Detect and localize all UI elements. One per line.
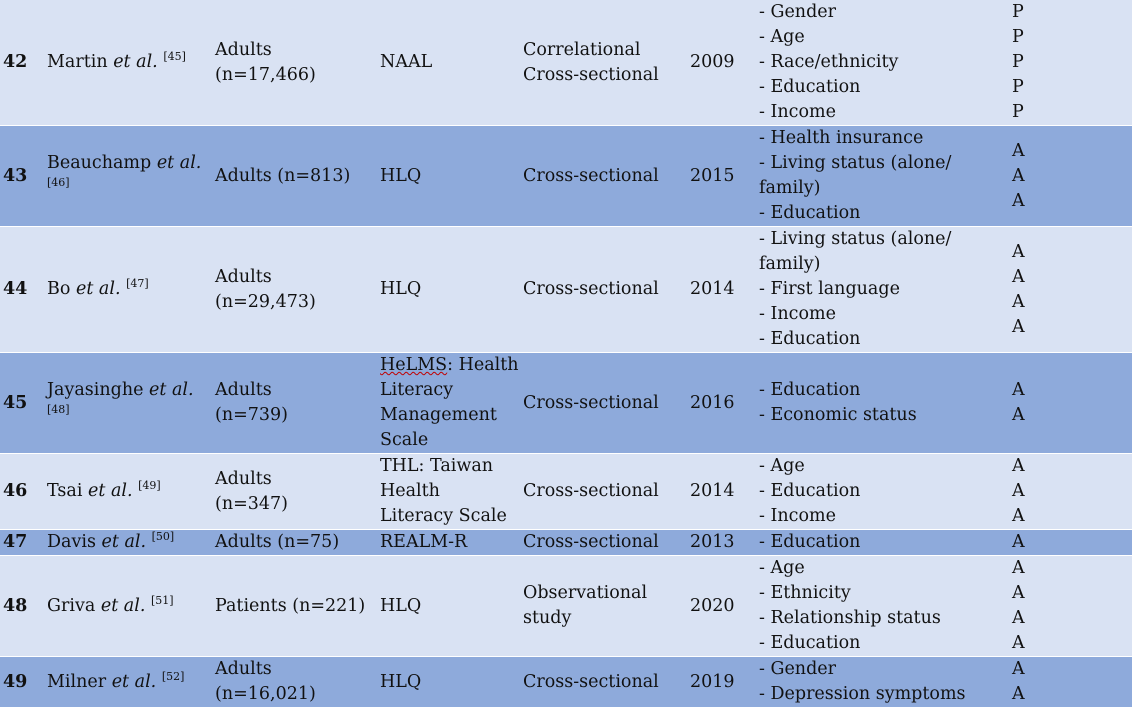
study-instrument: HLQ — [375, 227, 518, 353]
study-design: Correlational Cross-sectional — [518, 0, 685, 126]
study-year: 2014 — [685, 227, 754, 353]
study-factors: - Age - Education - Income — [754, 454, 1007, 530]
study-author: Jayasinghe et al. [48] — [42, 353, 210, 454]
study-design: Observational study — [518, 556, 685, 657]
study-author: Milner et al. [52] — [42, 657, 210, 708]
study-number: 43 — [0, 126, 42, 227]
study-factors: - Age - Ethnicity - Relationship status - Education — [754, 556, 1007, 657]
study-year: 2016 — [685, 353, 754, 454]
study-author: Martin et al. [45] — [42, 0, 210, 126]
study-author: Bo et al. [47] — [42, 227, 210, 353]
study-flags: A A A A — [1007, 556, 1132, 657]
study-instrument: HLQ — [375, 556, 518, 657]
study-flags: A A A — [1007, 126, 1132, 227]
study-year: 2013 — [685, 530, 754, 556]
table-row — [0, 556, 1132, 657]
study-number: 46 — [0, 454, 42, 530]
study-population: Adults (n=17,466) — [210, 0, 375, 126]
study-population: Adults (n=813) — [210, 126, 375, 227]
study-instrument: REALM-R — [375, 530, 518, 556]
study-design: Cross-sectional — [518, 530, 685, 556]
study-year: 2020 — [685, 556, 754, 657]
study-flags: A A A — [1007, 454, 1132, 530]
table-row — [0, 227, 1132, 353]
study-year: 2009 — [685, 0, 754, 126]
study-design: Cross-sectional — [518, 227, 685, 353]
study-number: 45 — [0, 353, 42, 454]
study-number: 48 — [0, 556, 42, 657]
study-factors: - Living status (alone/ family) - First language - Income - Education — [754, 227, 1007, 353]
study-design: Cross-sectional — [518, 353, 685, 454]
study-instrument: HeLMS: Health Literacy Management Scale — [375, 353, 518, 454]
study-population: Adults (n=739) — [210, 353, 375, 454]
table-row — [0, 126, 1132, 227]
study-population: Adults (n=29,473) — [210, 227, 375, 353]
table-row — [0, 454, 1132, 530]
study-instrument: HLQ — [375, 657, 518, 708]
table-row — [0, 353, 1132, 454]
study-factors: - Gender - Age - Race/ethnicity - Education - Income — [754, 0, 1007, 126]
study-number: 44 — [0, 227, 42, 353]
spellcheck-squiggle: HeLMS — [380, 355, 448, 375]
table-row — [0, 0, 1132, 126]
study-instrument: NAAL — [375, 0, 518, 126]
study-factors: - Health insurance - Living status (alone/ family) - Education — [754, 126, 1007, 227]
study-author: Griva et al. [51] — [42, 556, 210, 657]
table-row — [0, 530, 1132, 556]
study-design: Cross-sectional — [518, 657, 685, 708]
study-factors: - Education - Economic status — [754, 353, 1007, 454]
study-instrument: HLQ — [375, 126, 518, 227]
study-author: Beauchamp et al. [46] — [42, 126, 210, 227]
study-population: Adults (n=347) — [210, 454, 375, 530]
study-flags: A — [1007, 530, 1132, 556]
study-year: 2019 — [685, 657, 754, 708]
study-factors: - Gender - Depression symptoms — [754, 657, 1007, 708]
study-author: Davis et al. [50] — [42, 530, 210, 556]
study-design: Cross-sectional — [518, 126, 685, 227]
study-flags: A A — [1007, 353, 1132, 454]
study-author: Tsai et al. [49] — [42, 454, 210, 530]
study-flags: P P P P P — [1007, 0, 1132, 126]
study-population: Adults (n=75) — [210, 530, 375, 556]
study-flags: A A A A — [1007, 227, 1132, 353]
instrument-first-line: HeLMS: Health — [380, 355, 519, 375]
study-population: Patients (n=221) — [210, 556, 375, 657]
study-year: 2015 — [685, 126, 754, 227]
study-population: Adults (n=16,021) — [210, 657, 375, 708]
study-design: Cross-sectional — [518, 454, 685, 530]
study-number: 47 — [0, 530, 42, 556]
study-factors: - Education — [754, 530, 1007, 556]
study-year: 2014 — [685, 454, 754, 530]
study-instrument: THL: Taiwan Health Literacy Scale — [375, 454, 518, 530]
study-number: 42 — [0, 0, 42, 126]
study-number: 49 — [0, 657, 42, 708]
study-flags: A A — [1007, 657, 1132, 708]
